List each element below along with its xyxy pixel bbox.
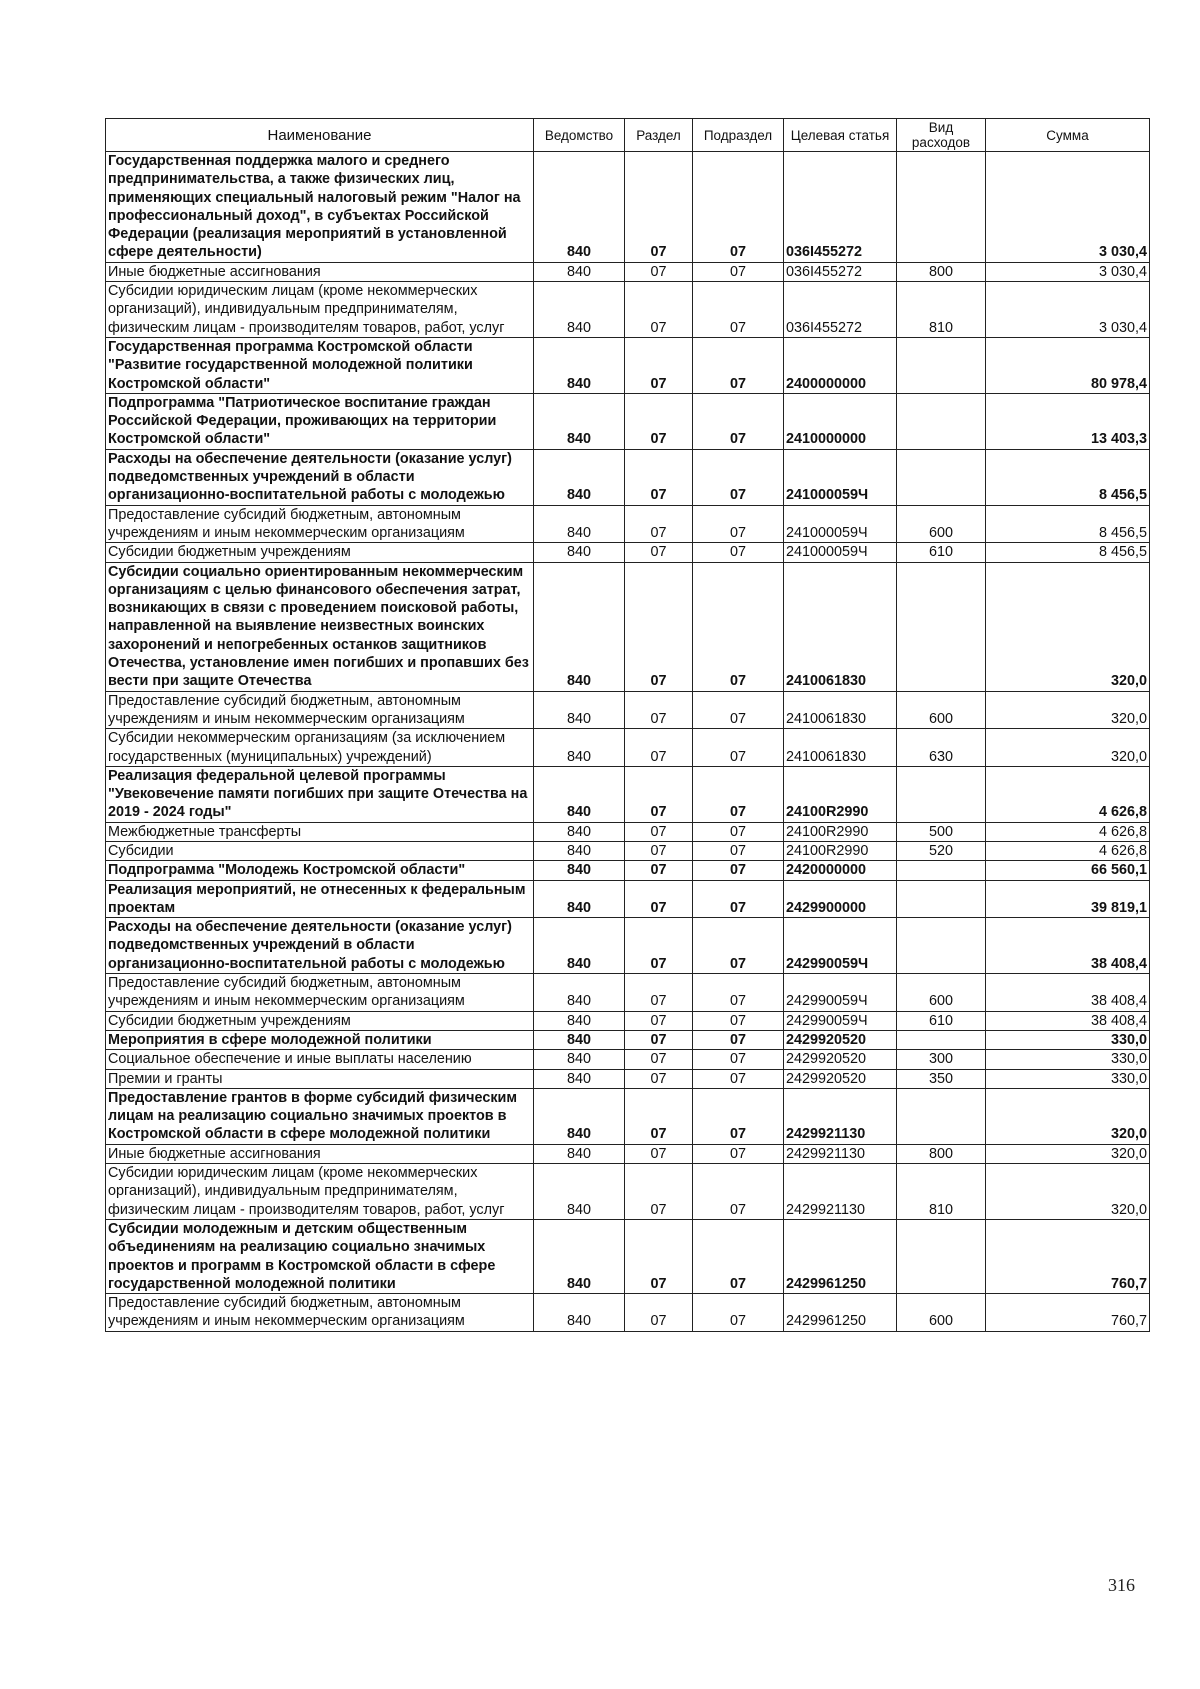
cell-dept: 840 (534, 152, 625, 263)
cell-dept: 840 (534, 543, 625, 562)
cell-type: 300 (897, 1050, 986, 1069)
table-row (106, 1069, 1150, 1088)
cell-subsection: 07 (693, 880, 784, 918)
cell-name: Субсидии социально ориентированным некоммерческим организациям с целью финансового обеспечения затрат, возникающих в связи с проведением поисковой работы, направленной на выявление неизвестных воинских захоронений и непогребенных останков защитников Отечества, установление имен погибших и пропавших без вести при защите Отечества (106, 562, 534, 691)
table-row (106, 282, 1150, 338)
cell-subsection: 07 (693, 729, 784, 767)
cell-subsection: 07 (693, 841, 784, 860)
cell-section: 07 (625, 880, 693, 918)
table-row (106, 393, 1150, 449)
cell-subsection: 07 (693, 282, 784, 338)
cell-dept: 840 (534, 1088, 625, 1144)
cell-dept: 840 (534, 1219, 625, 1293)
cell-section: 07 (625, 766, 693, 822)
cell-subsection: 07 (693, 1030, 784, 1049)
cell-subsection: 07 (693, 974, 784, 1012)
cell-target: 2429921130 (784, 1144, 897, 1163)
cell-sum: 330,0 (986, 1030, 1150, 1049)
cell-type: 600 (897, 1294, 986, 1332)
cell-section: 07 (625, 1219, 693, 1293)
cell-dept: 840 (534, 861, 625, 880)
table-row (106, 449, 1150, 505)
cell-section: 07 (625, 974, 693, 1012)
table-row (106, 543, 1150, 562)
cell-target: 036I455272 (784, 262, 897, 281)
cell-dept: 840 (534, 1050, 625, 1069)
cell-sum: 3 030,4 (986, 262, 1150, 281)
cell-subsection: 07 (693, 822, 784, 841)
cell-subsection: 07 (693, 262, 784, 281)
budget-table (105, 118, 1150, 1332)
cell-dept: 840 (534, 1069, 625, 1088)
cell-section: 07 (625, 337, 693, 393)
cell-section: 07 (625, 861, 693, 880)
cell-type (897, 1088, 986, 1144)
cell-dept: 840 (534, 337, 625, 393)
cell-subsection: 07 (693, 152, 784, 263)
table-row (106, 1088, 1150, 1144)
header-dept: Ведомство (534, 119, 625, 152)
cell-target: 036I455272 (784, 152, 897, 263)
cell-sum: 38 408,4 (986, 1011, 1150, 1030)
cell-target: 241000059Ч (784, 505, 897, 543)
cell-name: Иные бюджетные ассигнования (106, 1144, 534, 1163)
table-row (106, 880, 1150, 918)
page-number: 316 (1108, 1575, 1135, 1595)
cell-type (897, 152, 986, 263)
cell-dept: 840 (534, 880, 625, 918)
cell-section: 07 (625, 562, 693, 691)
table-row (106, 841, 1150, 860)
table-row (106, 766, 1150, 822)
table-row (106, 1164, 1150, 1220)
cell-dept: 840 (534, 562, 625, 691)
cell-name: Расходы на обеспечение деятельности (оказание услуг) подведомственных учреждений в области организационно-воспитательной работы с молодежью (106, 918, 534, 974)
cell-name: Субсидии (106, 841, 534, 860)
cell-name: Подпрограмма "Патриотическое воспитание граждан Российской Федерации, проживающих на территории Костромской области" (106, 393, 534, 449)
cell-sum: 320,0 (986, 729, 1150, 767)
cell-type: 800 (897, 262, 986, 281)
cell-name: Социальное обеспечение и иные выплаты населению (106, 1050, 534, 1069)
cell-section: 07 (625, 1164, 693, 1220)
cell-dept: 840 (534, 918, 625, 974)
table-body (106, 152, 1150, 1332)
cell-type: 350 (897, 1069, 986, 1088)
cell-type: 810 (897, 1164, 986, 1220)
cell-sum: 320,0 (986, 1164, 1150, 1220)
cell-type (897, 449, 986, 505)
cell-target: 24100R2990 (784, 766, 897, 822)
table-row (106, 1030, 1150, 1049)
cell-name: Иные бюджетные ассигнования (106, 262, 534, 281)
cell-dept: 840 (534, 1294, 625, 1332)
cell-sum: 330,0 (986, 1069, 1150, 1088)
cell-sum: 66 560,1 (986, 861, 1150, 880)
cell-name: Расходы на обеспечение деятельности (оказание услуг) подведомственных учреждений в области организационно-воспитательной работы с молодежью (106, 449, 534, 505)
cell-type: 630 (897, 729, 986, 767)
cell-sum: 760,7 (986, 1219, 1150, 1293)
cell-name: Реализация мероприятий, не отнесенных к федеральным проектам (106, 880, 534, 918)
cell-subsection: 07 (693, 918, 784, 974)
cell-target: 241000059Ч (784, 449, 897, 505)
cell-target: 242990059Ч (784, 918, 897, 974)
cell-sum: 13 403,3 (986, 393, 1150, 449)
cell-type (897, 393, 986, 449)
cell-sum: 80 978,4 (986, 337, 1150, 393)
cell-dept: 840 (534, 282, 625, 338)
cell-name: Субсидии юридическим лицам (кроме некоммерческих организаций), индивидуальным предпринимателям, физическим лицам - производителям товаров, работ, услуг (106, 1164, 534, 1220)
cell-subsection: 07 (693, 1011, 784, 1030)
cell-section: 07 (625, 449, 693, 505)
cell-sum: 4 626,8 (986, 822, 1150, 841)
table-row (106, 262, 1150, 281)
cell-name: Предоставление субсидий бюджетным, автономным учреждениям и иным некоммерческим организациям (106, 974, 534, 1012)
cell-subsection: 07 (693, 861, 784, 880)
cell-name: Премии и гранты (106, 1069, 534, 1088)
cell-sum: 4 626,8 (986, 766, 1150, 822)
cell-subsection: 07 (693, 1219, 784, 1293)
cell-name: Субсидии некоммерческим организациям (за исключением государственных (муниципальных) учреждений) (106, 729, 534, 767)
cell-dept: 840 (534, 505, 625, 543)
cell-subsection: 07 (693, 505, 784, 543)
cell-subsection: 07 (693, 562, 784, 691)
table-row (106, 1011, 1150, 1030)
cell-sum: 330,0 (986, 1050, 1150, 1069)
cell-dept: 840 (534, 841, 625, 860)
cell-subsection: 07 (693, 337, 784, 393)
cell-subsection: 07 (693, 1069, 784, 1088)
cell-section: 07 (625, 1069, 693, 1088)
cell-target: 2429900000 (784, 880, 897, 918)
table-row (106, 1144, 1150, 1163)
cell-type: 800 (897, 1144, 986, 1163)
table-row (106, 918, 1150, 974)
cell-type: 600 (897, 505, 986, 543)
cell-type: 610 (897, 1011, 986, 1030)
cell-target: 2400000000 (784, 337, 897, 393)
cell-type (897, 562, 986, 691)
cell-name: Предоставление грантов в форме субсидий физическим лицам на реализацию социально значимых проектов в Костромской области в сфере молодежной политики (106, 1088, 534, 1144)
cell-name: Мероприятия в сфере молодежной политики (106, 1030, 534, 1049)
header-name: Наименование (106, 119, 534, 152)
cell-name: Субсидии молодежным и детским общественным объединениям на реализацию социально значимых проектов и программ в Костромской области в сфере государственной молодежной политики (106, 1219, 534, 1293)
cell-section: 07 (625, 691, 693, 729)
table-row (106, 1050, 1150, 1069)
cell-sum: 8 456,5 (986, 543, 1150, 562)
cell-sum: 320,0 (986, 1088, 1150, 1144)
cell-name: Субсидии бюджетным учреждениям (106, 1011, 534, 1030)
cell-name: Субсидии бюджетным учреждениям (106, 543, 534, 562)
cell-target: 2429961250 (784, 1219, 897, 1293)
cell-type (897, 861, 986, 880)
cell-type (897, 766, 986, 822)
cell-subsection: 07 (693, 543, 784, 562)
cell-section: 07 (625, 393, 693, 449)
cell-type: 520 (897, 841, 986, 860)
cell-name: Субсидии юридическим лицам (кроме некоммерческих организаций), индивидуальным предпринимателям, физическим лицам - производителям товаров, работ, услуг (106, 282, 534, 338)
table-row (106, 505, 1150, 543)
cell-dept: 840 (534, 262, 625, 281)
cell-subsection: 07 (693, 1050, 784, 1069)
cell-name: Государственная поддержка малого и среднего предпринимательства, а также физических лиц, применяющих специальный налоговый режим "Налог на профессиональный доход", в субъектах Российской Федерации (реализация мероприятий в установленной сфере деятельности) (106, 152, 534, 263)
cell-name: Предоставление субсидий бюджетным, автономным учреждениям и иным некоммерческим организациям (106, 505, 534, 543)
cell-dept: 840 (534, 691, 625, 729)
cell-type: 600 (897, 974, 986, 1012)
cell-subsection: 07 (693, 393, 784, 449)
cell-section: 07 (625, 152, 693, 263)
table-row (106, 691, 1150, 729)
cell-target: 24100R2990 (784, 841, 897, 860)
header-sum: Сумма (986, 119, 1150, 152)
cell-target: 2410000000 (784, 393, 897, 449)
cell-section: 07 (625, 1030, 693, 1049)
cell-target: 2429920520 (784, 1030, 897, 1049)
table-header-row (106, 119, 1150, 152)
cell-target: 2429921130 (784, 1164, 897, 1220)
cell-type: 810 (897, 282, 986, 338)
cell-section: 07 (625, 918, 693, 974)
cell-subsection: 07 (693, 691, 784, 729)
cell-sum: 320,0 (986, 562, 1150, 691)
cell-target: 2429961250 (784, 1294, 897, 1332)
cell-section: 07 (625, 1050, 693, 1069)
cell-section: 07 (625, 282, 693, 338)
cell-type: 610 (897, 543, 986, 562)
cell-name: Государственная программа Костромской области "Развитие государственной молодежной политики Костромской области" (106, 337, 534, 393)
cell-target: 242990059Ч (784, 974, 897, 1012)
cell-name: Межбюджетные трансферты (106, 822, 534, 841)
cell-dept: 840 (534, 449, 625, 505)
cell-sum: 8 456,5 (986, 449, 1150, 505)
cell-dept: 840 (534, 1164, 625, 1220)
cell-sum: 3 030,4 (986, 152, 1150, 263)
cell-sum: 39 819,1 (986, 880, 1150, 918)
cell-dept: 840 (534, 766, 625, 822)
cell-type (897, 880, 986, 918)
table-row (106, 861, 1150, 880)
cell-target: 2410061830 (784, 562, 897, 691)
cell-dept: 840 (534, 822, 625, 841)
cell-type: 600 (897, 691, 986, 729)
cell-target: 241000059Ч (784, 543, 897, 562)
cell-subsection: 07 (693, 449, 784, 505)
cell-name: Реализация федеральной целевой программы "Увековечение памяти погибших при защите Отечества на 2019 - 2024 годы" (106, 766, 534, 822)
cell-subsection: 07 (693, 1164, 784, 1220)
cell-sum: 3 030,4 (986, 282, 1150, 338)
cell-dept: 840 (534, 1144, 625, 1163)
table-row (106, 562, 1150, 691)
cell-sum: 760,7 (986, 1294, 1150, 1332)
cell-type (897, 337, 986, 393)
table-row (106, 1294, 1150, 1332)
cell-sum: 4 626,8 (986, 841, 1150, 860)
cell-section: 07 (625, 505, 693, 543)
table-row (106, 729, 1150, 767)
cell-sum: 320,0 (986, 691, 1150, 729)
cell-dept: 840 (534, 1011, 625, 1030)
cell-target: 2420000000 (784, 861, 897, 880)
table-row (106, 1219, 1150, 1293)
cell-sum: 38 408,4 (986, 918, 1150, 974)
cell-target: 2429921130 (784, 1088, 897, 1144)
table-row (106, 822, 1150, 841)
cell-sum: 320,0 (986, 1144, 1150, 1163)
cell-section: 07 (625, 543, 693, 562)
header-section: Раздел (625, 119, 693, 152)
header-subsection: Подраздел (693, 119, 784, 152)
cell-section: 07 (625, 1144, 693, 1163)
cell-sum: 8 456,5 (986, 505, 1150, 543)
cell-section: 07 (625, 1088, 693, 1144)
cell-section: 07 (625, 1011, 693, 1030)
cell-target: 2410061830 (784, 691, 897, 729)
table-row (106, 152, 1150, 263)
cell-name: Подпрограмма "Молодежь Костромской области" (106, 861, 534, 880)
cell-target: 242990059Ч (784, 1011, 897, 1030)
cell-dept: 840 (534, 393, 625, 449)
cell-dept: 840 (534, 729, 625, 767)
cell-section: 07 (625, 841, 693, 860)
cell-type (897, 918, 986, 974)
cell-dept: 840 (534, 1030, 625, 1049)
table-row (106, 337, 1150, 393)
cell-section: 07 (625, 729, 693, 767)
header-type: Вид расходов (897, 119, 986, 152)
cell-subsection: 07 (693, 1294, 784, 1332)
cell-target: 2410061830 (784, 729, 897, 767)
table-row (106, 974, 1150, 1012)
cell-section: 07 (625, 262, 693, 281)
cell-section: 07 (625, 1294, 693, 1332)
cell-type: 500 (897, 822, 986, 841)
cell-subsection: 07 (693, 1088, 784, 1144)
cell-sum: 38 408,4 (986, 974, 1150, 1012)
cell-subsection: 07 (693, 766, 784, 822)
cell-name: Предоставление субсидий бюджетным, автономным учреждениям и иным некоммерческим организациям (106, 1294, 534, 1332)
cell-section: 07 (625, 822, 693, 841)
cell-target: 24100R2990 (784, 822, 897, 841)
cell-target: 2429920520 (784, 1069, 897, 1088)
cell-type (897, 1219, 986, 1293)
cell-type (897, 1030, 986, 1049)
cell-dept: 840 (534, 974, 625, 1012)
cell-target: 2429920520 (784, 1050, 897, 1069)
header-target: Целевая статья (784, 119, 897, 152)
cell-subsection: 07 (693, 1144, 784, 1163)
cell-name: Предоставление субсидий бюджетным, автономным учреждениям и иным некоммерческим организациям (106, 691, 534, 729)
cell-target: 036I455272 (784, 282, 897, 338)
